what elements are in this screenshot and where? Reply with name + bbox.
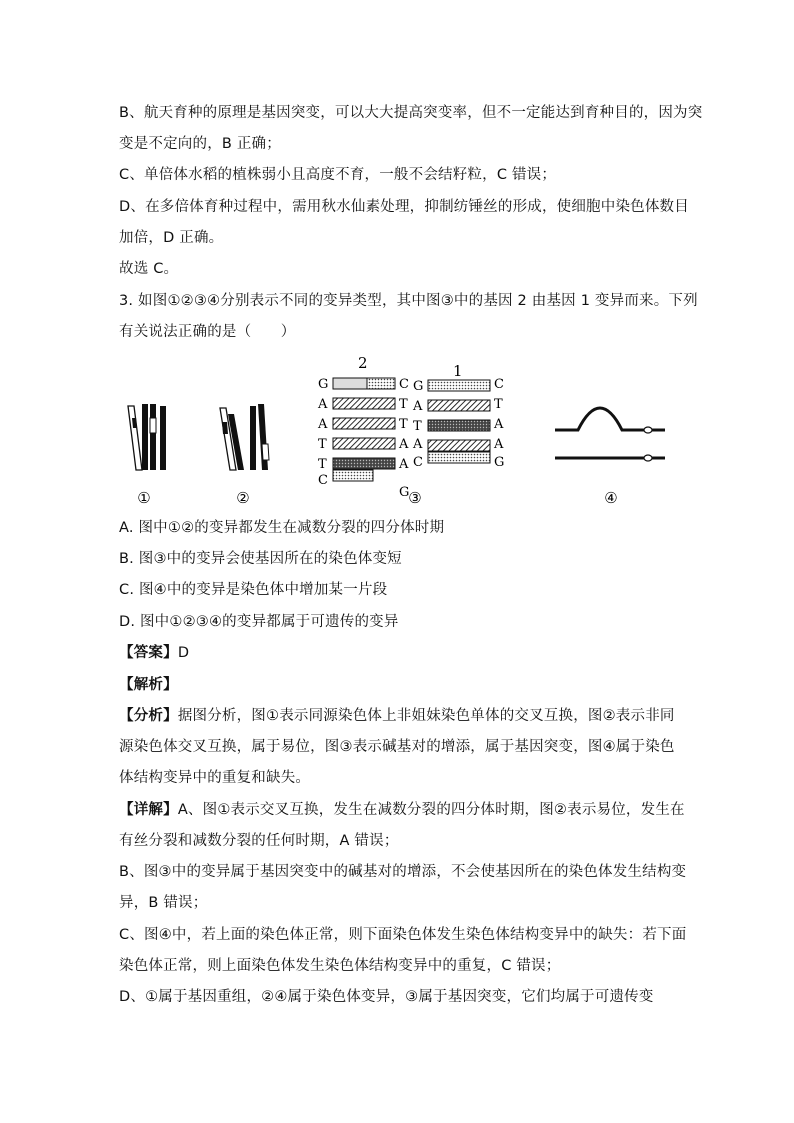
base-letter: A — [413, 399, 423, 414]
question-stem: 3. 如图①②③④分别表示不同的变异类型，其中图③中的基因 2 由基因 1 变异而来。下列 — [119, 293, 698, 309]
base-letter: A — [318, 397, 328, 412]
base-letter: G — [494, 455, 505, 470]
base-letter: G — [399, 485, 410, 500]
base-letter: C — [413, 455, 423, 470]
text-line: 变是不定向的，B 正确； — [119, 136, 281, 152]
base-letter: T — [494, 397, 503, 412]
text-line: C、图④中，若上面的染色体正常，则下面染色体发生染色体结构变异中的缺失：若下面 — [119, 927, 687, 943]
option-d: D. 图中①②③④的变异都属于可遗传的变异 — [119, 614, 399, 630]
base-letter: G — [413, 379, 424, 394]
fenxi-tag: 【分析】 — [119, 708, 178, 724]
base-letter: T — [318, 437, 327, 452]
fenxi-line: 【分析】据图分析，图①表示同源染色体上非姐妹染色单体的交叉互换，图②表示非同 — [119, 708, 675, 724]
base-letter: A — [399, 437, 409, 452]
text-line: 源染色体交叉互换，属于易位，图③表示碱基对的增添，属于基因突变，图④属于染色 — [119, 739, 675, 755]
text-line: 故选 C。 — [119, 261, 179, 277]
base-letter: C — [494, 377, 504, 392]
analysis-tag: 【解析】 — [119, 677, 178, 693]
base-letter: G — [318, 377, 329, 392]
base-letter: T — [413, 419, 422, 434]
gene-2-label: 2 — [358, 354, 368, 372]
figure-3-gene-2 — [317, 354, 409, 500]
figure-label: ② — [236, 489, 250, 507]
base-letter: A — [494, 437, 504, 452]
base-letter: C — [318, 473, 328, 488]
figure-3-gene-1 — [412, 362, 504, 470]
question-stem: 有关说法正确的是（ ） — [119, 324, 296, 340]
text-line: 染色体正常，则上面染色体发生染色体结构变异中的重复，C 错误； — [119, 958, 561, 974]
base-letter: T — [399, 417, 408, 432]
base-letter: A — [399, 457, 409, 472]
base-letter: A — [494, 417, 504, 432]
base-letter: A — [318, 417, 328, 432]
text-line: C、单倍体水稻的植株弱小且高度不育，一般不会结籽粒，C 错误； — [119, 167, 557, 183]
figure-2-translocation — [220, 404, 269, 470]
variation-figure — [110, 348, 690, 508]
xiangjie-tag: 【详解】 — [119, 802, 178, 818]
text-line: B、图③中的变异属于基因突变中的碱基对的增添，不会使基因所在的染色体发生结构变 — [119, 864, 687, 880]
figure-label: ④ — [604, 489, 618, 507]
text-line: D、在多倍体育种过程中，需用秋水仙素处理，抑制纺锤丝的形成，使细胞中染色体数目 — [119, 199, 689, 215]
gene-1-label: 1 — [453, 362, 463, 380]
xiangjie-line: 【详解】A、图①表示交叉互换，发生在减数分裂的四分体时期，图②表示易位，发生在 — [119, 802, 685, 818]
base-letter: T — [399, 397, 408, 412]
option-c: C. 图④中的变异是染色体中增加某一片段 — [119, 582, 388, 598]
answer-line — [119, 643, 679, 663]
text-line: B、航天育种的原理是基因突变，可以大大提高突变率，但不一定能达到育种目的，因为突 — [119, 105, 703, 121]
answer-tag: 【答案】 — [119, 645, 178, 661]
text-line: 有丝分裂和减数分裂的任何时期，A 错误； — [119, 833, 399, 849]
answer-value: D — [177, 645, 190, 661]
option-b: B. 图③中的变异会使基因所在的染色体变短 — [119, 551, 402, 567]
option-a: A. 图中①②的变异都发生在减数分裂的四分体时期 — [119, 520, 445, 536]
text-line: 体结构变异中的重复和缺失。 — [119, 770, 311, 786]
figure-label: ① — [137, 489, 151, 507]
figure-label: ③ — [408, 489, 422, 507]
figure-1-crossover — [128, 404, 166, 470]
text-line: 异，B 错误； — [119, 895, 208, 911]
text-line: 加倍，D 正确。 — [119, 230, 224, 246]
base-letter: A — [413, 437, 423, 452]
base-letter: C — [399, 377, 409, 392]
base-letter: T — [318, 457, 327, 472]
figure-4-loop — [555, 408, 665, 461]
text-line: D、①属于基因重组，②④属于染色体变异，③属于基因突变，它们均属于可遗传变 — [119, 989, 654, 1005]
